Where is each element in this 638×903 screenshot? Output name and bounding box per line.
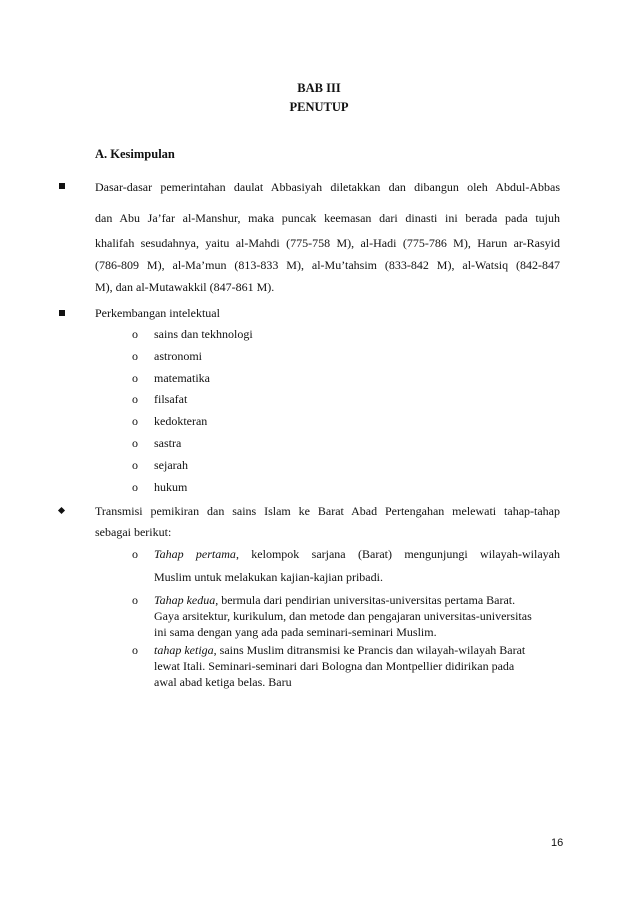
list-item: astronomi xyxy=(154,349,202,363)
circle-bullet-icon: o xyxy=(132,643,138,657)
list-item: Tahap pertama, kelompok sarjana (Barat) mengunjungi wilayah-wilayah xyxy=(154,547,560,561)
list-item-line: Gaya arsitektur, kurikulum, dan metode dan pengajaran universitas-universitas xyxy=(154,609,532,623)
list-item: tahap ketiga, sains Muslim ditransmisi ke Prancis dan wilayah-wilayah Barat xyxy=(154,643,526,657)
paragraph-line: Dasar-dasar pemerintahan daulat Abbasiyah diletakkan dan dibangun oleh Abdul-Abbas xyxy=(95,180,560,194)
section-heading: A. Kesimpulan xyxy=(95,147,175,161)
list-item-line: awal abad ketiga belas. Baru xyxy=(154,675,292,689)
paragraph-line: M), dan al-Mutawakkil (847-861 M). xyxy=(95,280,275,294)
circle-bullet-icon: o xyxy=(132,327,138,341)
circle-bullet-icon: o xyxy=(132,480,138,494)
list-title: Perkembangan intelektual xyxy=(95,306,220,320)
circle-bullet-icon: o xyxy=(132,547,138,561)
list-item-line: Muslim untuk melakukan kajian-kajian pribadi. xyxy=(154,570,383,584)
paragraph-line: dan Abu Ja’far al-Manshur, maka puncak keemasan dari dinasti ini berada pada tujuh xyxy=(95,211,560,225)
stage-label: Tahap pertama xyxy=(154,547,236,561)
list-item: kedokteran xyxy=(154,414,208,428)
paragraph-line: Transmisi pemikiran dan sains Islam ke Barat Abad Pertengahan melewati tahap-tahap xyxy=(95,504,560,518)
paragraph-line: (786-809 M), al-Ma’mun (813-833 M), al-Mu’tahsim (833-842 M), al-Watsiq (842-847 xyxy=(95,258,560,272)
stage-label: tahap ketiga xyxy=(154,643,214,657)
circle-bullet-icon: o xyxy=(132,458,138,472)
list-item: matematika xyxy=(154,371,210,385)
circle-bullet-icon: o xyxy=(132,349,138,363)
list-item: sejarah xyxy=(154,458,188,472)
stage-label: Tahap kedua xyxy=(154,593,216,607)
list-item: sastra xyxy=(154,436,182,450)
list-item: sains dan tekhnologi xyxy=(154,327,253,341)
circle-bullet-icon: o xyxy=(132,436,138,450)
circle-bullet-icon: o xyxy=(132,371,138,385)
chapter-title: PENUTUP xyxy=(289,100,349,114)
circle-bullet-icon: o xyxy=(132,414,138,428)
circle-bullet-icon: o xyxy=(132,392,138,406)
chapter-heading: BAB III xyxy=(297,81,341,95)
list-item: filsafat xyxy=(154,392,188,406)
paragraph-line: sebagai berikut: xyxy=(95,525,172,539)
square-bullet-icon xyxy=(58,182,66,190)
page-number: 16 xyxy=(551,837,564,849)
list-item-line: ini sama dengan yang ada pada seminari-seminari Muslim. xyxy=(154,625,437,639)
list-item: Tahap kedua, bermula dari pendirian universitas-universitas pertama Barat. xyxy=(154,593,516,607)
square-bullet-icon xyxy=(58,309,66,317)
list-item-line: lewat Itali. Seminari-seminari dari Bologna dan Montpellier didirikan pada xyxy=(154,659,515,673)
paragraph-line: khalifah sesudahnya, yaitu al-Mahdi (775-758 M), al-Hadi (775-786 M), Harun ar-Rasyid xyxy=(95,236,560,250)
diamond-bullet-icon xyxy=(58,507,66,515)
list-item: hukum xyxy=(154,480,188,494)
circle-bullet-icon: o xyxy=(132,593,138,607)
